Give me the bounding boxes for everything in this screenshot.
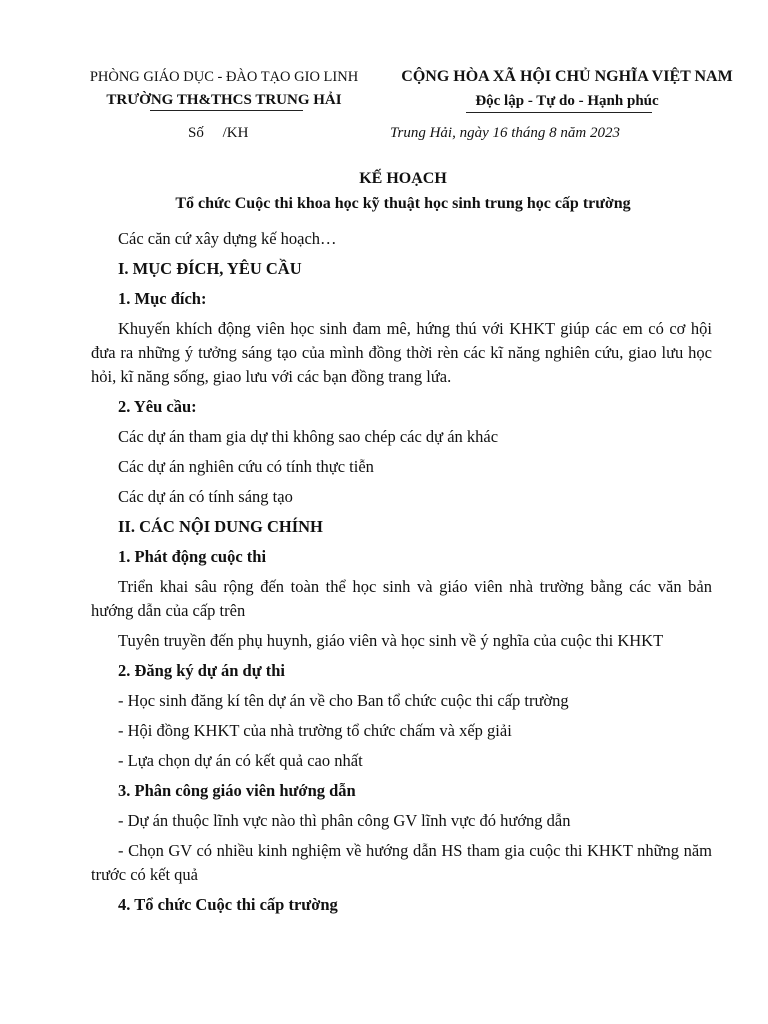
assign-item: - Dự án thuộc lĩnh vực nào thì phân công GV lĩnh vực đó hướng dẫn [118, 811, 571, 830]
subsection-heading: 4. Tổ chức Cuộc thi cấp trường [118, 895, 338, 914]
department-name: PHÒNG GIÁO DỤC - ĐÀO TẠO GIO LINH [89, 69, 359, 85]
assign-item: - Chọn GV có nhiều kinh nghiệm về hướng dẫn HS tham gia cuộc thi KHKT những năm trước có kết quả [91, 841, 712, 884]
national-motto: Độc lập - Tự do - Hạnh phúc [475, 93, 659, 109]
subsection-heading: 2. Yêu cầu: [118, 397, 197, 416]
subsection-heading: 2. Đăng ký dự án dự thi [118, 661, 285, 680]
register-item: - Học sinh đăng kí tên dự án về cho Ban tổ chức cuộc thi cấp trường [118, 691, 569, 710]
launch-item: Tuyên truyền đến phụ huynh, giáo viên và học sinh về ý nghĩa của cuộc thi KHKT [118, 631, 664, 650]
subsection-heading: 3. Phân công giáo viên hướng dẫn [118, 781, 356, 800]
school-name: TRƯỜNG TH&THCS TRUNG HẢI [106, 92, 342, 108]
section-heading: II. CÁC NỘI DUNG CHÍNH [118, 517, 323, 536]
place-date: Trung Hải, ngày 16 tháng 8 năm 2023 [390, 125, 621, 141]
register-item: - Hội đồng KHKT của nhà trường tổ chức chấm và xếp giải [118, 721, 512, 740]
launch-item: Triển khai sâu rộng đến toàn thể học sinh và giáo viên nhà trường bằng các văn bản hướng dẫn của cấp trên [91, 577, 712, 620]
document-body [91, 227, 712, 923]
document-subtitle: Tổ chức Cuộc thi khoa học kỹ thuật học sinh trung học cấp trường [175, 195, 631, 212]
section-heading: I. MỤC ĐÍCH, YÊU CẦU [118, 259, 302, 278]
document-title: KẾ HOẠCH [359, 170, 447, 187]
register-item: - Lựa chọn dự án có kết quả cao nhất [118, 751, 363, 770]
school-underline [150, 110, 303, 111]
national-header [384, 66, 750, 114]
document-number: Số /KH [188, 125, 249, 141]
subsection-heading: 1. Mục đích: [118, 289, 207, 308]
requirement-item: Các dự án tham gia dự thi không sao chép các dự án khác [118, 427, 499, 446]
subsection-heading: 1. Phát động cuộc thi [118, 547, 267, 566]
motto-underline [466, 112, 652, 113]
requirement-item: Các dự án nghiên cứu có tính thực tiễn [118, 457, 374, 476]
nation-name: CỘNG HÒA XÃ HỘI CHỦ NGHĨA VIỆT NAM [401, 68, 733, 85]
basis-paragraph: Các căn cứ xây dựng kế hoạch… [118, 229, 337, 248]
purpose-paragraph: Khuyến khích động viên học sinh đam mê, hứng thú với KHKT giúp các em có cơ hội đưa ra những ý tưởng sáng tạo của mình đồng thời rèn các kĩ năng nghiên cứu, giao lưu học hỏi, kĩ năng sống, giao lưu với các bạn đồng trang lứa. [91, 319, 712, 386]
requirement-item: Các dự án có tính sáng tạo [118, 487, 293, 506]
issuer-block [74, 66, 374, 112]
